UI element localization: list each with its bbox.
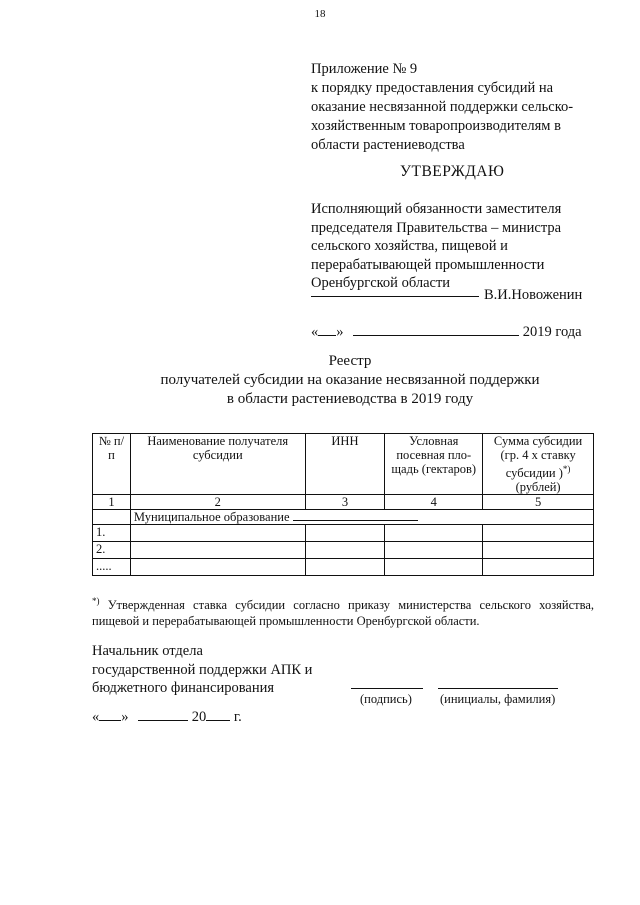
header-area: Условная посевная пло-щадь (гектаров): [385, 434, 483, 495]
table-cell: [130, 542, 305, 559]
name-line: [438, 688, 558, 689]
registry-subtitle: получателей субсидии на оказание несвязанной поддержки: [160, 372, 540, 388]
approval-title: УТВЕРЖДАЮ: [400, 163, 505, 180]
column-number-row: [93, 495, 594, 510]
day-blank: [99, 708, 121, 721]
header-inn: ИНН: [305, 434, 385, 495]
footnote-text: Утвержденная ставка субсидии согласно приказу министерства сельского хозяйства, пищевой и перерабатывающей промышленности Оренбургской области.: [92, 598, 594, 629]
registry-subtitle: в области растениеводства в 2019 году: [226, 391, 474, 407]
signature-caption: (подпись): [360, 692, 412, 706]
year-prefix: 20: [191, 709, 207, 725]
appendix-line: оказание несвязанной поддержки сельско-: [311, 99, 574, 115]
header-sum: [483, 434, 594, 495]
table-cell: [385, 525, 483, 542]
approval-year: 2019 года: [522, 324, 582, 340]
official-line: сельского хозяйства, пищевой и: [311, 238, 508, 254]
month-blank: [353, 323, 519, 336]
signer-name: В.И.Новоженин: [484, 287, 583, 303]
appendix-number: Приложение № 9: [311, 61, 418, 77]
table-cell: [130, 559, 305, 576]
table-cell: [483, 525, 594, 542]
table-cell: [305, 559, 385, 576]
bottom-date: [92, 708, 242, 726]
table-cell: [483, 542, 594, 559]
chief-line: Начальник отдела: [92, 643, 203, 659]
header-sum-text: Сумма субсидии (гр. 4 х ставку субсидии ): [493, 434, 583, 481]
appendix-block: [311, 60, 611, 155]
official-title-block: [311, 200, 611, 293]
table-row: [93, 559, 594, 576]
municipality-blank: [293, 510, 418, 521]
chief-line: бюджетного финансирования: [92, 680, 275, 696]
col-number: 5: [483, 495, 594, 510]
day-blank: [318, 323, 336, 336]
date-open-quote: «: [92, 709, 100, 725]
table-cell: [305, 525, 385, 542]
date-close-quote: »: [121, 709, 129, 725]
row-label: 1.: [93, 525, 131, 542]
municipality-label: Муниципальное образование: [133, 510, 290, 525]
registry-title: Реестр: [328, 353, 372, 369]
appendix-line: области растениеводства: [311, 137, 465, 153]
table-cell: [385, 559, 483, 576]
official-line: Оренбургской области: [311, 275, 451, 291]
row-label: 2.: [93, 542, 131, 559]
name-caption: (инициалы, фамилия): [440, 692, 556, 706]
signature-line: [351, 688, 423, 689]
col-number: 1: [93, 495, 131, 510]
col-number: 2: [130, 495, 305, 510]
year-suffix: г.: [233, 709, 242, 725]
header-sum-unit: (рублей): [515, 480, 561, 495]
date-close-quote: »: [336, 324, 344, 340]
date-open-quote: «: [311, 324, 319, 340]
col-number: 3: [305, 495, 385, 510]
table-header-row: [93, 434, 594, 495]
header-number: № п/п: [93, 434, 131, 495]
official-line: перерабатывающей промышленности: [311, 256, 545, 273]
row-label: .....: [93, 559, 131, 576]
table-cell: [93, 510, 131, 525]
table-cell: [483, 559, 594, 576]
table-cell: [130, 525, 305, 542]
chief-line: государственной поддержки АПК и: [92, 661, 313, 678]
footnote-marker: *): [562, 464, 571, 474]
appendix-line: к порядку предоставления субсидий на: [311, 80, 554, 96]
municipality-row: [93, 510, 594, 525]
table-row: [93, 525, 594, 542]
table-cell: [305, 542, 385, 559]
official-line: председателя Правительства – министра: [311, 219, 562, 236]
chief-block: [92, 642, 372, 698]
col-number: 4: [385, 495, 483, 510]
table-row: [93, 542, 594, 559]
month-blank: [138, 708, 188, 721]
approval-date: [311, 323, 582, 341]
official-line: Исполняющий обязанности заместителя: [311, 201, 562, 217]
table-cell: [385, 542, 483, 559]
year-blank: [206, 708, 230, 721]
municipality-cell: [130, 510, 593, 525]
approval-signature-line: [311, 296, 479, 297]
appendix-line: хозяйственным товаропроизводителям в: [311, 118, 561, 134]
footnote: [92, 593, 594, 629]
page-number: 18: [314, 8, 326, 20]
header-recipient: Наименование получателя субсидии: [130, 434, 305, 495]
footnote-mark: *): [92, 596, 100, 606]
registry-table: [92, 433, 594, 576]
